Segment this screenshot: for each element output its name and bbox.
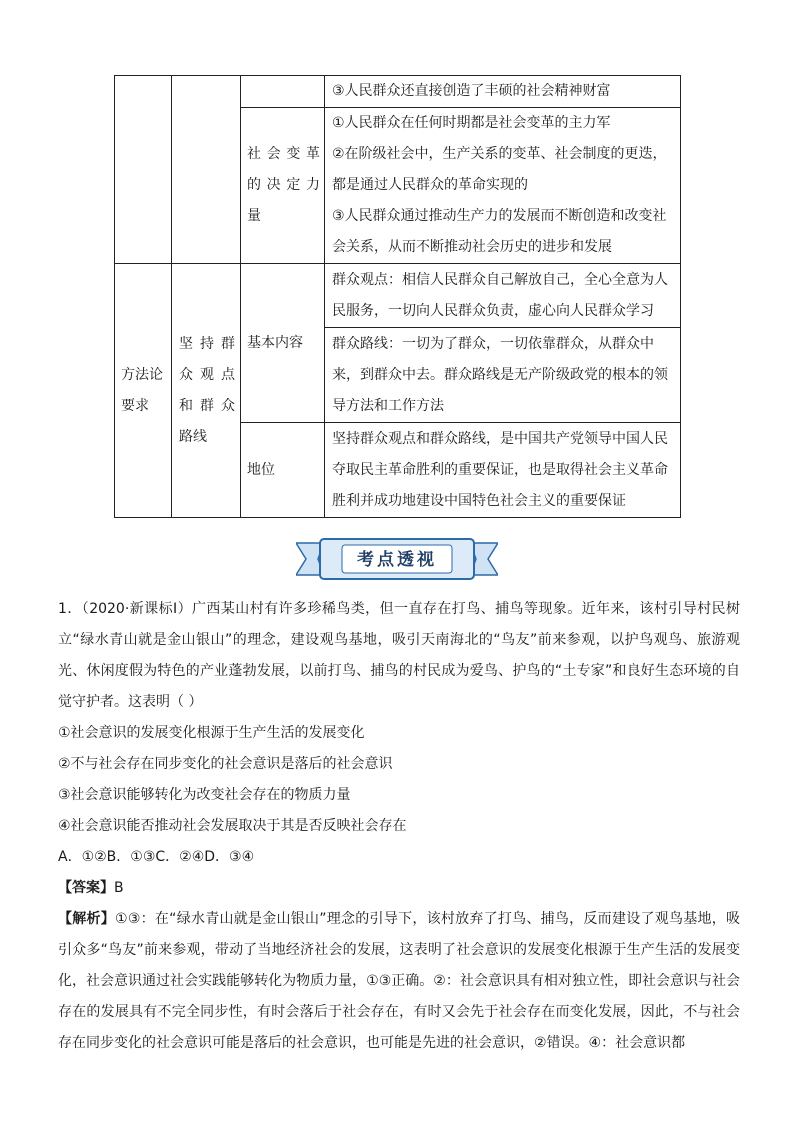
table-cell-empty	[172, 76, 241, 264]
table-cell-empty	[241, 76, 325, 108]
list-item: ③人民群众通过推动生产力的发展而不断创造和改变社会关系，从而不断推动社会历史的进步和发展	[332, 208, 667, 255]
subcategory-line: 路线	[179, 428, 207, 445]
option-item: ④社会意识能否推动社会发展取决于其是否反映社会存在	[58, 818, 407, 834]
option-item: ②不与社会存在同步变化的社会意识是落后的社会意识	[58, 756, 393, 772]
question-stem: 1．（2020·新课标Ⅰ）广西某山村有许多珍稀鸟类，但一直存在打鸟、捕鸟等现象。近年来，该村引导村民树立“绿水青山就是金山银山”的理念，建设观鸟基地，吸引天南海北的“鸟友”前来参观，以护鸟观鸟、旅游观光、休闲度假为特色的产业蓬勃发展，以前打鸟、捕鸟的村民成为爱鸟、护鸟的“土专家”和良好生态环境的自觉守护者。这表明（ ）	[58, 601, 740, 710]
section-banner	[296, 538, 498, 580]
banner-title: 考点透视	[357, 550, 437, 570]
table-cell-items	[325, 108, 681, 264]
table-row	[115, 264, 681, 328]
subcategory-line: 和群众	[179, 397, 235, 414]
analysis-text: ①③：在“绿水青山就是金山银山”理念的引导下，该村放弃了打鸟、捕鸟，反而建设了观鸟基地，吸引众多“鸟友”前来参观，带动了当地经济社会的发展，这表明了社会意识的发展变化根源于生产生活的发展变化，社会意识通过社会实践能够转化为物质力量，①③正确。②：社会意识具有相对独立性，即社会意识与社会存在的发展具有不完全同步性，有时会落后于社会存在，有时又会先于社会存在而变化发展，因此，不与社会存在同步变化的社会意识可能是落后的社会意识，也可能是先进的社会意识，②错误。④：社会意识都	[58, 911, 741, 1051]
table-row	[115, 76, 681, 108]
table-cell-item: 坚持群众观点和群众路线，是中国共产党领导中国人民夺取民主革命胜利的重要保证，也是取得社会主义革命胜利并成功地建设中国特色社会主义的重要保证	[325, 423, 681, 518]
option-item: ③社会意识能够转化为改变社会存在的物质力量	[58, 787, 351, 803]
answer-line	[58, 873, 740, 904]
table-cell-item: 群众路线：一切为了群众，一切依靠群众，从群众中来，到群众中去。群众路线是无产阶级政党的根本的领导方法和工作方法	[325, 328, 681, 423]
category-line: 方法论	[121, 366, 163, 383]
answer-value: B	[114, 880, 124, 896]
label-line: 社会变革	[247, 146, 320, 162]
label-line: 量	[247, 208, 261, 224]
table-cell-empty	[115, 76, 172, 264]
table-cell-category	[115, 264, 172, 518]
table-cell-subcategory	[172, 264, 241, 518]
list-item: ②在阶级社会中，生产关系的变革、社会制度的更迭，都是通过人民群众的革命实现的	[332, 146, 667, 193]
category-line: 要求	[121, 397, 149, 414]
question-block	[58, 594, 740, 1059]
subcategory-line: 坚持群	[179, 335, 235, 352]
list-item: ①人民群众在任何时期都是社会变革的主力军	[332, 115, 611, 131]
knowledge-table	[114, 75, 681, 518]
table-cell-item: 群众观点：相信人民群众自己解放自己，全心全意为人民服务，一切向人民群众负责，虚心向人民群众学习	[325, 264, 681, 328]
subcategory-line: 众观点	[179, 366, 235, 383]
option-item: ①社会意识的发展变化根源于生产生活的发展变化	[58, 725, 365, 741]
table-cell-label: 基本内容	[241, 264, 325, 423]
analysis-label: 【解析】	[58, 911, 116, 927]
table-cell-item: ③人民群众还直接创造了丰硕的社会精神财富	[325, 76, 681, 108]
label-line: 的决定力	[247, 177, 320, 193]
table-cell-label: 地位	[241, 423, 325, 518]
answer-choices: A．①②B．①③C．②④D．③④	[58, 849, 255, 865]
answer-label: 【答案】	[58, 880, 114, 896]
analysis-paragraph	[58, 904, 740, 1059]
table-cell-label	[241, 108, 325, 264]
